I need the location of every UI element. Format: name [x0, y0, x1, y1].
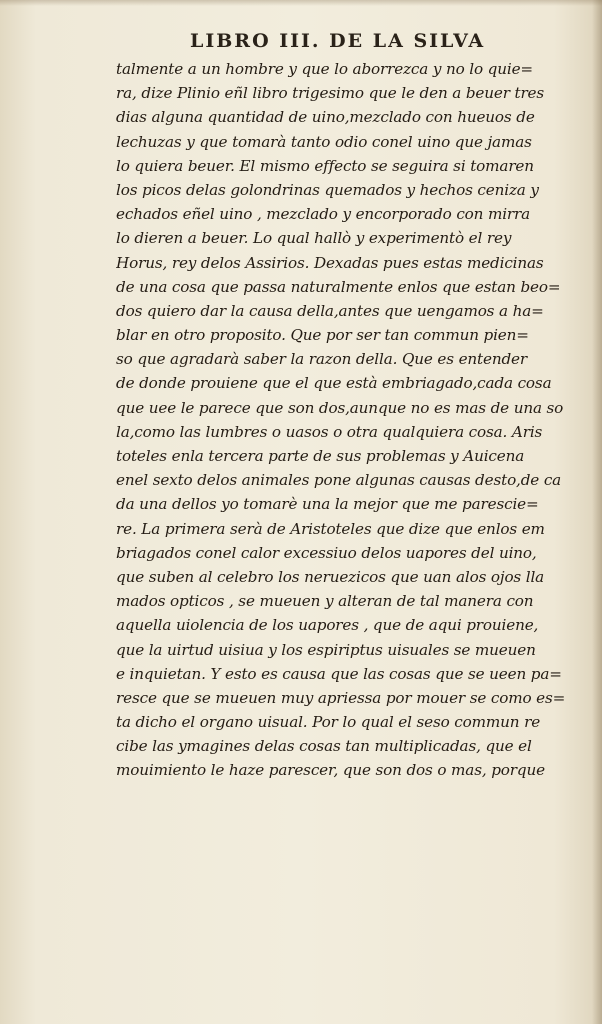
text-line: re. La primera serà de Aristoteles que dize que enlos em	[116, 519, 545, 538]
text-line: resce que se mueuen muy apriessa por mouer se como es=	[116, 688, 566, 707]
text-line: lo dieren a beuer. Lo qual hallò y experimentò el rey	[116, 229, 512, 248]
text-line: los picos delas golondrinas quemados y hechos ceniza y	[116, 180, 539, 199]
text-line: mouimiento le haze parescer, que son dos o mas, porque	[116, 761, 545, 780]
text-line: da una dellos yo tomarè una la mejor que me parescie=	[116, 495, 539, 514]
text-line: ra, dize Plinio eñl libro trigesimo que le den a beuer tres	[116, 84, 545, 103]
text-line: dos quiero dar la causa della,antes que uengamos a ha=	[116, 301, 544, 320]
text-line: cibe las ymagines delas cosas tan multiplicadas, que el	[116, 737, 532, 756]
text-line: so que agradarà saber la razon della. Que es entender	[116, 350, 528, 369]
text-line: briagados conel calor excessiuo delos uapores del uino,	[116, 543, 537, 562]
text-line: echados eñel uino , mezclado y encorporado con mirra	[116, 205, 531, 224]
text-line: mados opticos , se mueuen y alteran de tal manera con	[116, 592, 534, 611]
text-line: la,como las lumbres o uasos o otra qualquiera cosa. Aris	[116, 422, 543, 441]
text-line: lechuzas y que tomarà tanto odio conel uino que jamas	[116, 132, 532, 151]
text-line: que la uirtud uisiua y los espiriptus uisuales se mueuen	[116, 640, 536, 659]
text-line: enel sexto delos animales pone algunas causas desto,de ca	[116, 471, 562, 490]
text-line: de una cosa que passa naturalmente enlos que estan beo=	[116, 277, 561, 296]
text-line: aquella uiolencia de los uapores , que de aqui prouiene,	[116, 616, 539, 635]
text-line: blar en otro proposito. Que por ser tan commun pien=	[116, 326, 529, 345]
text-line: e inquietan. Y esto es causa que las cosas que se ueen pa=	[116, 664, 562, 683]
text-line: de donde prouiene que el que està embriagado,cada cosa	[116, 374, 552, 393]
text-line: talmente a un hombre y que lo aborrezca y no lo quie=	[116, 60, 533, 78]
text-line: ta dicho el organo uisual. Por lo qual el seso commun re	[116, 713, 541, 732]
text-line: lo quiera beuer. El mismo effecto se seguira si tomaren	[116, 156, 534, 175]
text-line: que uee le parece que son dos,aunque no es mas de una so	[116, 398, 564, 417]
body-text	[116, 57, 578, 783]
text-line: dias alguna quantidad de uino,mezclado con hueuos de	[116, 108, 535, 127]
text-line: toteles enla tercera parte de sus problemas y Auicena	[116, 447, 525, 465]
running-head: LIBRO III. DE LA SILVA	[190, 30, 486, 52]
text-line: que suben al celebro los neruezicos que uan alos ojos lla	[116, 567, 545, 586]
page-top-shadow	[0, 0, 602, 6]
text-line: Horus, rey delos Assirios. Dexadas pues estas medicinas	[116, 253, 544, 272]
page-right-edge-shadow	[592, 0, 602, 1024]
